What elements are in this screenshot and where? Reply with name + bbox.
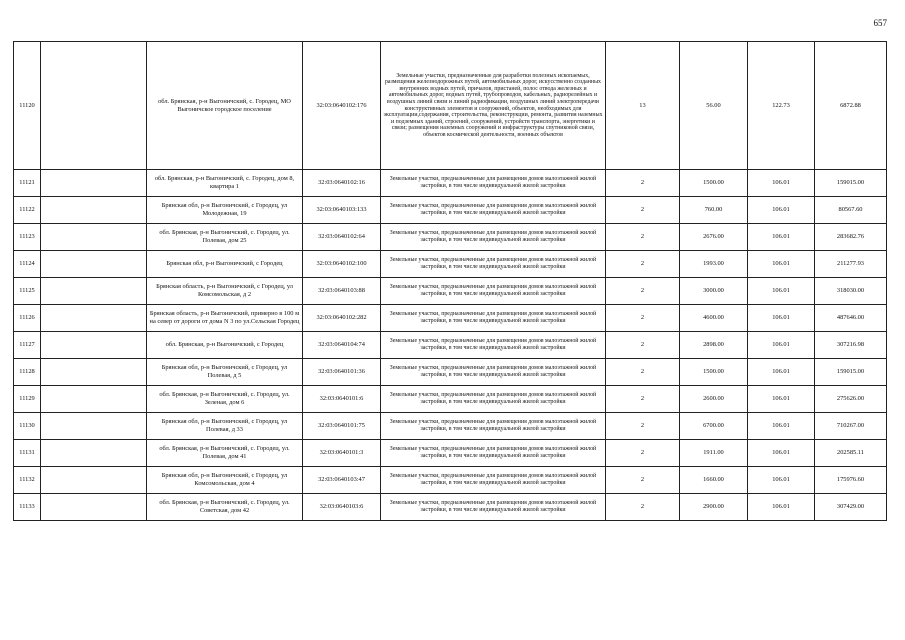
blank-cell xyxy=(41,413,147,440)
area-cell: 1500.00 xyxy=(680,359,748,386)
specific-value-cell: 106.01 xyxy=(748,170,815,197)
table-row xyxy=(14,197,887,224)
cadastral-value-cell: 283682.76 xyxy=(815,224,887,251)
row-number-cell: 11128 xyxy=(14,359,41,386)
land-use-cell: Земельные участки, предназначенные для размещения домов малоэтажной жилой застройки, в том числе индивидуальной жилой застройки xyxy=(381,413,606,440)
cadastral-value-cell: 175976.60 xyxy=(815,467,887,494)
row-number-cell: 11123 xyxy=(14,224,41,251)
table-row xyxy=(14,278,887,305)
table-body xyxy=(14,42,887,521)
cadastral-number-cell: 32:03:0640101:75 xyxy=(303,413,381,440)
table-row xyxy=(14,251,887,278)
area-cell: 6700.00 xyxy=(680,413,748,440)
row-number-cell: 11127 xyxy=(14,332,41,359)
table-row xyxy=(14,494,887,521)
table-row xyxy=(14,467,887,494)
cadastral-value-cell: 211277.93 xyxy=(815,251,887,278)
blank-cell xyxy=(41,251,147,278)
blank-cell xyxy=(41,278,147,305)
row-number-cell: 11133 xyxy=(14,494,41,521)
blank-cell xyxy=(41,440,147,467)
area-cell: 760.00 xyxy=(680,197,748,224)
group-number-cell: 2 xyxy=(606,359,680,386)
row-number-cell: 11126 xyxy=(14,305,41,332)
table-row xyxy=(14,170,887,197)
address-cell: обл. Брянская, р-н Выгоничский, с. Городец, МО Выгоничское городское поселение xyxy=(147,42,303,170)
group-number-cell: 2 xyxy=(606,170,680,197)
address-cell: Брянская обл, р-н Выгоничский, с Городец, ул Полевая, д 5 xyxy=(147,359,303,386)
cadastral-number-cell: 32:03:0640101:6 xyxy=(303,386,381,413)
table-row xyxy=(14,359,887,386)
cadastral-value-cell: 202585.11 xyxy=(815,440,887,467)
table-row xyxy=(14,413,887,440)
area-cell: 1500.00 xyxy=(680,170,748,197)
specific-value-cell: 106.01 xyxy=(748,278,815,305)
specific-value-cell: 106.01 xyxy=(748,305,815,332)
address-cell: обл. Брянская, р-н Выгоничский, с. Городец, ул. Полевая, дом 41 xyxy=(147,440,303,467)
cadastral-value-cell: 159015.00 xyxy=(815,359,887,386)
blank-cell xyxy=(41,386,147,413)
page-number: 657 xyxy=(873,18,887,28)
row-number-cell: 11120 xyxy=(14,42,41,170)
blank-cell xyxy=(41,305,147,332)
area-cell: 1993.00 xyxy=(680,251,748,278)
group-number-cell: 2 xyxy=(606,278,680,305)
specific-value-cell: 106.01 xyxy=(748,413,815,440)
cadastral-value-cell: 159015.00 xyxy=(815,170,887,197)
row-number-cell: 11132 xyxy=(14,467,41,494)
address-cell: обл. Брянская, р-н Выгоничский, с. Городец, ул. Полевая, дом 25 xyxy=(147,224,303,251)
group-number-cell: 2 xyxy=(606,251,680,278)
blank-cell xyxy=(41,42,147,170)
row-number-cell: 11129 xyxy=(14,386,41,413)
group-number-cell: 2 xyxy=(606,494,680,521)
specific-value-cell: 106.01 xyxy=(748,386,815,413)
area-cell: 2676.00 xyxy=(680,224,748,251)
table-row xyxy=(14,305,887,332)
cadastral-number-cell: 32:03:0640103:47 xyxy=(303,467,381,494)
row-number-cell: 11130 xyxy=(14,413,41,440)
address-cell: обл. Брянская, р-н Выгоничский, с Городец xyxy=(147,332,303,359)
group-number-cell: 2 xyxy=(606,197,680,224)
address-cell: Брянская область, р-н Выгоничский, примерно в 100 м на север от дороги от дома N 3 по ул.Сельская Городец xyxy=(147,305,303,332)
blank-cell xyxy=(41,494,147,521)
cadastral-value-cell: 487646.00 xyxy=(815,305,887,332)
land-use-cell: Земельные участки, предназначенные для размещения домов малоэтажной жилой застройки, в том числе индивидуальной жилой застройки xyxy=(381,440,606,467)
blank-cell xyxy=(41,170,147,197)
blank-cell xyxy=(41,332,147,359)
area-cell: 1660.00 xyxy=(680,467,748,494)
address-cell: Брянская обл, р-н Выгоничский, с Городец, ул Полевая, д 33 xyxy=(147,413,303,440)
cadastral-number-cell: 32:03:0640103:88 xyxy=(303,278,381,305)
area-cell: 3000.00 xyxy=(680,278,748,305)
specific-value-cell: 106.01 xyxy=(748,440,815,467)
specific-value-cell: 106.01 xyxy=(748,197,815,224)
address-cell: Брянская обл, р-н Выгоничский, с Городец, ул Молодежная, 19 xyxy=(147,197,303,224)
cadastral-number-cell: 32:03:0640102:176 xyxy=(303,42,381,170)
address-cell: обл. Брянская, р-н Выгоничский, с. Городец, ул. Советская, дом 42 xyxy=(147,494,303,521)
land-use-cell: Земельные участки, предназначенные для размещения домов малоэтажной жилой застройки, в том числе индивидуальной жилой застройки xyxy=(381,305,606,332)
area-cell: 4600.00 xyxy=(680,305,748,332)
row-number-cell: 11131 xyxy=(14,440,41,467)
specific-value-cell: 106.01 xyxy=(748,251,815,278)
table-row xyxy=(14,332,887,359)
row-number-cell: 11121 xyxy=(14,170,41,197)
group-number-cell: 2 xyxy=(606,386,680,413)
area-cell: 2600.00 xyxy=(680,386,748,413)
cadastral-number-cell: 32:03:0640102:282 xyxy=(303,305,381,332)
cadastral-value-cell: 275626.00 xyxy=(815,386,887,413)
blank-cell xyxy=(41,224,147,251)
group-number-cell: 2 xyxy=(606,440,680,467)
land-use-cell: Земельные участки, предназначенные для размещения домов малоэтажной жилой застройки, в том числе индивидуальной жилой застройки xyxy=(381,170,606,197)
table-row xyxy=(14,42,887,170)
group-number-cell: 2 xyxy=(606,305,680,332)
address-cell: Брянская обл, р-н Выгоничский, с Городец, ул Комсомольская, дом 4 xyxy=(147,467,303,494)
cadastral-number-cell: 32:03:0640102:100 xyxy=(303,251,381,278)
address-cell: Брянская область, р-н Выгоничский, с Городец, ул Комсомольская, д 2 xyxy=(147,278,303,305)
group-number-cell: 2 xyxy=(606,467,680,494)
group-number-cell: 2 xyxy=(606,224,680,251)
cadastral-value-table xyxy=(13,41,887,521)
cadastral-number-cell: 32:03:0640101:36 xyxy=(303,359,381,386)
cadastral-value-cell: 710267.00 xyxy=(815,413,887,440)
specific-value-cell: 106.01 xyxy=(748,494,815,521)
land-use-cell: Земельные участки, предназначенные для размещения домов малоэтажной жилой застройки, в том числе индивидуальной жилой застройки xyxy=(381,386,606,413)
land-use-cell: Земельные участки, предназначенные для размещения домов малоэтажной жилой застройки, в том числе индивидуальной жилой застройки xyxy=(381,359,606,386)
area-cell: 56.00 xyxy=(680,42,748,170)
cadastral-value-cell: 307429.00 xyxy=(815,494,887,521)
blank-cell xyxy=(41,359,147,386)
row-number-cell: 11122 xyxy=(14,197,41,224)
row-number-cell: 11124 xyxy=(14,251,41,278)
cadastral-number-cell: 32:03:0640104:74 xyxy=(303,332,381,359)
land-use-cell: Земельные участки, предназначенные для размещения домов малоэтажной жилой застройки, в том числе индивидуальной жилой застройки xyxy=(381,278,606,305)
land-use-cell: Земельные участки, предназначенные для размещения домов малоэтажной жилой застройки, в том числе индивидуальной жилой застройки xyxy=(381,332,606,359)
land-use-cell: Земельные участки, предназначенные для размещения домов малоэтажной жилой застройки, в том числе индивидуальной жилой застройки xyxy=(381,224,606,251)
land-use-cell: Земельные участки, предназначенные для размещения домов малоэтажной жилой застройки, в том числе индивидуальной жилой застройки xyxy=(381,251,606,278)
specific-value-cell: 106.01 xyxy=(748,224,815,251)
address-cell: обл. Брянская, р-н Выгоничский, с. Городец, дом 8, квартира 1 xyxy=(147,170,303,197)
cadastral-value-cell: 307216.98 xyxy=(815,332,887,359)
group-number-cell: 2 xyxy=(606,332,680,359)
cadastral-value-cell: 6872.88 xyxy=(815,42,887,170)
land-use-cell: Земельные участки, предназначенные для размещения домов малоэтажной жилой застройки, в том числе индивидуальной жилой застройки xyxy=(381,467,606,494)
specific-value-cell: 106.01 xyxy=(748,359,815,386)
specific-value-cell: 122.73 xyxy=(748,42,815,170)
area-cell: 2898.00 xyxy=(680,332,748,359)
specific-value-cell: 106.01 xyxy=(748,467,815,494)
address-cell: обл. Брянская, р-н Выгоничский, с. Городец, ул. Зеленая, дом 6 xyxy=(147,386,303,413)
blank-cell xyxy=(41,467,147,494)
cadastral-value-cell: 318030.00 xyxy=(815,278,887,305)
blank-cell xyxy=(41,197,147,224)
cadastral-number-cell: 32:03:0640101:3 xyxy=(303,440,381,467)
cadastral-number-cell: 32:03:0640102:16 xyxy=(303,170,381,197)
area-cell: 2900.00 xyxy=(680,494,748,521)
cadastral-number-cell: 32:03:0640103:133 xyxy=(303,197,381,224)
land-use-cell: Земельные участки, предназначенные для размещения домов малоэтажной жилой застройки, в том числе индивидуальной жилой застройки xyxy=(381,197,606,224)
group-number-cell: 13 xyxy=(606,42,680,170)
table-row xyxy=(14,440,887,467)
table-row xyxy=(14,224,887,251)
row-number-cell: 11125 xyxy=(14,278,41,305)
specific-value-cell: 106.01 xyxy=(748,332,815,359)
area-cell: 1911.00 xyxy=(680,440,748,467)
cadastral-number-cell: 32:03:0640103:6 xyxy=(303,494,381,521)
cadastral-value-cell: 80567.60 xyxy=(815,197,887,224)
address-cell: Брянская обл, р-н Выгоничский, с Городец xyxy=(147,251,303,278)
cadastral-number-cell: 32:03:0640102:64 xyxy=(303,224,381,251)
land-use-cell: Земельные участки, предназначенные для разработки полезных ископаемых, размещения железнодорожных путей, автомобильных дорог, искусственно созданных внутренних водных путей, причалов, пристаней, полос отвода железных и автомобильных дорог, водных путей, трубопроводов, кабельных, радиорелейных и воздушных линий связи и линий радиофикации, воздушных линий электропередачи конструктивных элементов и сооружений, объектов, необходимых для эксплуатации,содержания, строительства, реконструкции, ремонта, развития наземных и подземных зданий, строений, сооружений, устройств транспорта, энергетики и связи; размещения наземных сооружений и инфраструктуры спутниковой связи, объектов космической деятельности, военных объектов xyxy=(381,42,606,170)
table-row xyxy=(14,386,887,413)
land-use-cell: Земельные участки, предназначенные для размещения домов малоэтажной жилой застройки, в том числе индивидуальной жилой застройки xyxy=(381,494,606,521)
group-number-cell: 2 xyxy=(606,413,680,440)
